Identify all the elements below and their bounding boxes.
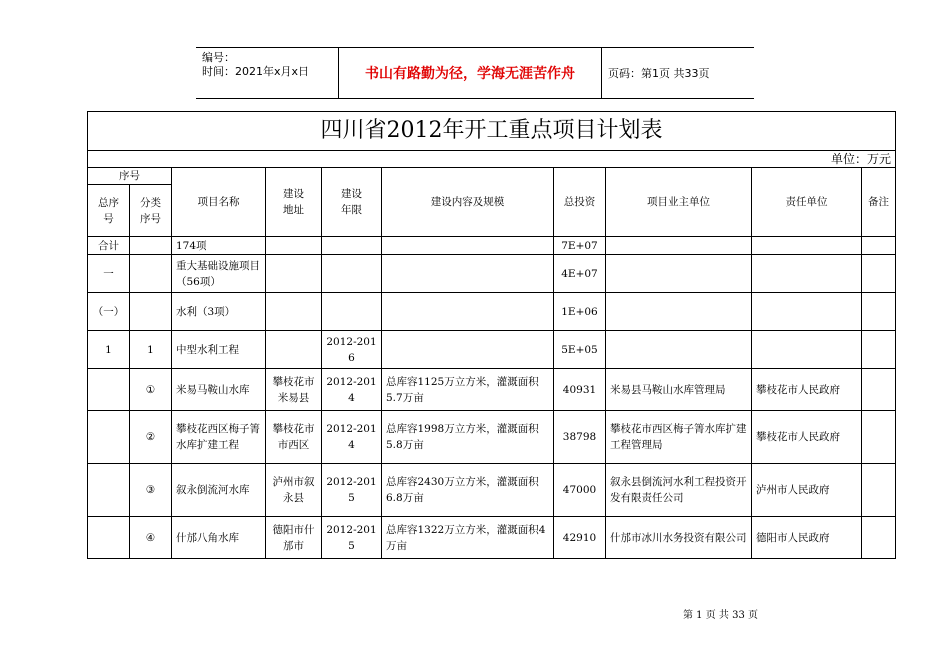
page-footer: 第 1 页 共 33 页 xyxy=(683,610,758,621)
note-cell xyxy=(862,293,896,331)
name-cell: 重大基础设施项目（56项） xyxy=(172,255,266,293)
table-row xyxy=(88,331,896,369)
table-row xyxy=(88,237,896,255)
investment-cell: 47000 xyxy=(554,464,606,517)
seq-total-cell: 1 xyxy=(88,331,130,369)
location-cell: 泸州市叙永县 xyxy=(266,464,322,517)
seq-total-cell xyxy=(88,369,130,411)
table-row xyxy=(88,464,896,517)
table-row xyxy=(88,517,896,559)
note-cell xyxy=(862,464,896,517)
investment-cell: 7E+07 xyxy=(554,237,606,255)
note-cell xyxy=(862,237,896,255)
seq-total-cell: 合计 xyxy=(88,237,130,255)
period-cell: 2012-2016 xyxy=(322,331,382,369)
content-cell xyxy=(382,331,554,369)
seq-class-cell: ③ xyxy=(130,464,172,517)
header-name: 项目名称 xyxy=(172,168,266,237)
seq-total-cell: 一 xyxy=(88,255,130,293)
seq-class-cell: ① xyxy=(130,369,172,411)
location-cell xyxy=(266,237,322,255)
note-cell xyxy=(862,411,896,464)
content-cell: 总库容1125万立方米，灌溉面积5.7万亩 xyxy=(382,369,554,411)
seq-class-cell: ② xyxy=(130,411,172,464)
responsible-cell: 攀枝花市人民政府 xyxy=(752,411,862,464)
content-cell xyxy=(382,237,554,255)
code-label: 编号： xyxy=(202,51,235,64)
location-cell: 攀枝花市米易县 xyxy=(266,369,322,411)
content-cell xyxy=(382,293,554,331)
header-location-text: 建设地址 xyxy=(283,188,304,216)
seq-class-cell xyxy=(130,255,172,293)
header-responsible: 责任单位 xyxy=(752,168,862,237)
date-label: 时间：2021年x月x日 xyxy=(202,65,310,78)
note-cell xyxy=(862,255,896,293)
responsible-cell: 泸州市人民政府 xyxy=(752,464,862,517)
name-cell: 水利（3项） xyxy=(172,293,266,331)
owner-cell: 米易县马鞍山水库管理局 xyxy=(606,369,752,411)
note-cell xyxy=(862,517,896,559)
seq-total-cell: （一） xyxy=(88,293,130,331)
name-cell: 174项 xyxy=(172,237,266,255)
responsible-cell xyxy=(752,237,862,255)
content-cell: 总库容1998万立方米，灌溉面积5.8万亩 xyxy=(382,411,554,464)
seq-class-cell xyxy=(130,237,172,255)
table-body xyxy=(88,237,896,559)
seq-class-cell: 1 xyxy=(130,331,172,369)
header-content: 建设内容及规模 xyxy=(382,168,554,237)
header-meta xyxy=(202,51,309,79)
responsible-cell xyxy=(752,293,862,331)
investment-cell: 38798 xyxy=(554,411,606,464)
document-header xyxy=(196,47,754,99)
content-cell: 总库容1322万立方米，灌溉面积4万亩 xyxy=(382,517,554,559)
seq-class-cell xyxy=(130,293,172,331)
project-plan-table xyxy=(87,111,896,559)
table-row xyxy=(88,369,896,411)
location-cell: 德阳市什邡市 xyxy=(266,517,322,559)
investment-cell: 42910 xyxy=(554,517,606,559)
name-cell: 中型水利工程 xyxy=(172,331,266,369)
seq-total-cell xyxy=(88,517,130,559)
seq-class-cell: ④ xyxy=(130,517,172,559)
investment-cell: 1E+06 xyxy=(554,293,606,331)
responsible-cell: 攀枝花市人民政府 xyxy=(752,369,862,411)
period-cell: 2012-2014 xyxy=(322,411,382,464)
content-cell: 总库容2430万立方米，灌溉面积6.8万亩 xyxy=(382,464,554,517)
seq-total-cell xyxy=(88,411,130,464)
unit-label: 单位：万元 xyxy=(88,151,896,168)
header-divider xyxy=(601,48,602,98)
name-cell: 叙永倒流河水库 xyxy=(172,464,266,517)
owner-cell xyxy=(606,237,752,255)
header-seq-total-text: 总序号 xyxy=(98,196,119,225)
location-cell xyxy=(266,255,322,293)
location-cell xyxy=(266,293,322,331)
table-title: 四川省2012年开工重点项目计划表 xyxy=(88,112,896,151)
period-cell: 2012-2015 xyxy=(322,464,382,517)
responsible-cell xyxy=(752,331,862,369)
investment-cell: 40931 xyxy=(554,369,606,411)
table-row xyxy=(88,411,896,464)
header-note: 备注 xyxy=(862,168,896,237)
responsible-cell: 德阳市人民政府 xyxy=(752,517,862,559)
investment-cell: 5E+05 xyxy=(554,331,606,369)
note-cell xyxy=(862,369,896,411)
location-cell: 攀枝花市市西区 xyxy=(266,411,322,464)
owner-cell: 什邡市冰川水务投资有限公司 xyxy=(606,517,752,559)
owner-cell: 攀枝花市西区梅子箐水库扩建工程管理局 xyxy=(606,411,752,464)
header-motto: 书山有路勤为径，学海无涯苦作舟 xyxy=(365,66,575,82)
header-owner: 项目业主单位 xyxy=(606,168,752,237)
note-cell xyxy=(862,331,896,369)
name-cell: 什邡八角水库 xyxy=(172,517,266,559)
content-cell xyxy=(382,255,554,293)
table-row xyxy=(88,293,896,331)
period-cell xyxy=(322,293,382,331)
header-seq-class xyxy=(130,185,172,237)
period-cell xyxy=(322,255,382,293)
owner-cell xyxy=(606,331,752,369)
responsible-cell xyxy=(752,255,862,293)
period-cell xyxy=(322,237,382,255)
header-seq-group: 序号 xyxy=(88,168,172,185)
header-period xyxy=(322,168,382,237)
period-cell: 2012-2014 xyxy=(322,369,382,411)
header-period-text: 建设年限 xyxy=(341,188,362,216)
seq-total-cell xyxy=(88,464,130,517)
header-investment: 总投资 xyxy=(554,168,606,237)
investment-cell: 4E+07 xyxy=(554,255,606,293)
owner-cell xyxy=(606,293,752,331)
location-cell xyxy=(266,331,322,369)
header-seq-class-text: 分类序号 xyxy=(140,196,161,225)
owner-cell: 叙永县倒流河水利工程投资开发有限责任公司 xyxy=(606,464,752,517)
period-cell: 2012-2015 xyxy=(322,517,382,559)
header-seq-total xyxy=(88,185,130,237)
table-row xyxy=(88,255,896,293)
name-cell: 攀枝花西区梅子箐水库扩建工程 xyxy=(172,411,266,464)
header-page-info: 页码：第1页 共33页 xyxy=(608,67,710,80)
owner-cell xyxy=(606,255,752,293)
header-location xyxy=(266,168,322,237)
name-cell: 米易马鞍山水库 xyxy=(172,369,266,411)
